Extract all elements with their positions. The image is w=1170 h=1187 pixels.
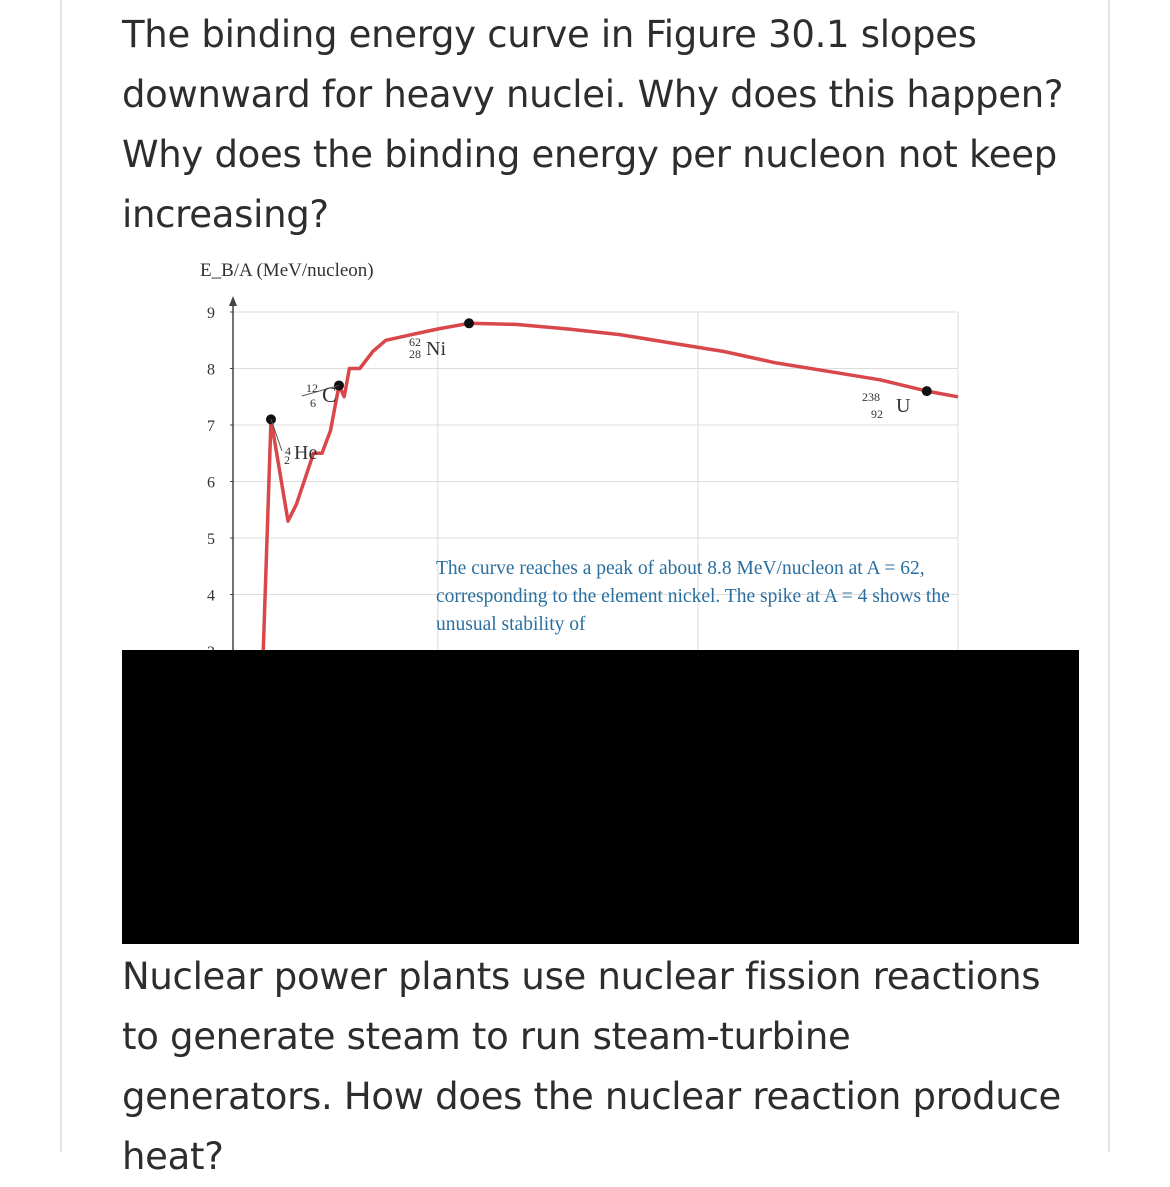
ni-mass-number: 62 bbox=[409, 335, 421, 349]
chart-points bbox=[266, 318, 932, 451]
chart-tick-labels bbox=[207, 305, 233, 661]
y-tick-label: 7 bbox=[207, 418, 215, 435]
y-tick-label: 4 bbox=[207, 587, 215, 605]
figure-caption: The curve reaches a peak of about 8.8 MeV/nucleon at A = 62, corresponding to the element nickel. The spike at A = 4 shows the unusual stability of bbox=[436, 558, 950, 635]
y-tick-label: 8 bbox=[207, 361, 215, 379]
u-label bbox=[862, 390, 911, 421]
data-point-ni bbox=[464, 318, 474, 328]
ni-label bbox=[409, 335, 446, 361]
binding-energy-figure bbox=[160, 255, 960, 650]
c-mass-number: 12 bbox=[306, 381, 318, 395]
u-symbol: U bbox=[896, 395, 911, 417]
question-text-binding-energy: The binding energy curve in Figure 30.1 slopes downward for heavy nuclei. Why does this happen? Why does the binding energy per nucleon not keep increasing? bbox=[122, 13, 1064, 236]
ni-symbol: Ni bbox=[426, 338, 446, 360]
he-label bbox=[284, 442, 317, 467]
y-axis-label: E_B/A (MeV/nucleon) bbox=[200, 260, 374, 281]
he-symbol: He bbox=[294, 442, 318, 464]
he-atomic-number: 2 bbox=[284, 453, 290, 467]
c-symbol: C bbox=[322, 382, 337, 407]
question-text-nuclear-power: Nuclear power plants use nuclear fission reactions to generate steam to run steam-turbine generators. How does the nuclear reaction produce heat? bbox=[122, 955, 1062, 1178]
redacted-region bbox=[122, 650, 1079, 944]
he-mass-number: 4 bbox=[285, 444, 291, 458]
y-tick-label: 5 bbox=[207, 531, 215, 548]
ni-atomic-number: 28 bbox=[409, 347, 421, 361]
u-atomic-number: 92 bbox=[871, 407, 883, 421]
y-tick-label: 6 bbox=[207, 474, 215, 492]
y-axis-arrow bbox=[229, 296, 237, 306]
data-point-u bbox=[922, 386, 932, 396]
u-mass-number: 238 bbox=[862, 390, 880, 404]
chart-axis bbox=[229, 296, 237, 656]
y-tick-label: 9 bbox=[207, 305, 215, 322]
c-atomic-number: 6 bbox=[310, 396, 316, 410]
c-label bbox=[306, 381, 337, 410]
